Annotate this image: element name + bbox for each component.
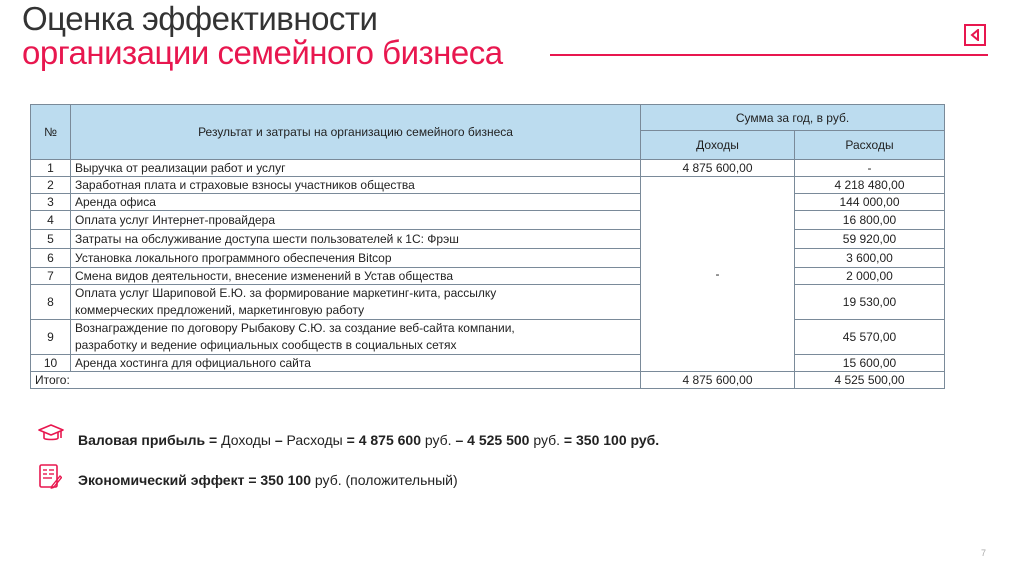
row-description: Установка локального программного обеспечения Bitcop	[71, 249, 641, 268]
back-button[interactable]	[964, 24, 986, 46]
header-description: Результат и затраты на организацию семейного бизнеса	[71, 105, 641, 160]
row-description	[71, 320, 641, 355]
row-expense: 59 920,00	[795, 230, 945, 249]
formula-expense-word: Расходы	[282, 432, 347, 448]
table-row	[31, 160, 945, 177]
total-row	[31, 372, 945, 389]
formula-equals: =	[346, 432, 355, 448]
header-expense: Расходы	[795, 131, 945, 160]
row-number: 6	[31, 249, 71, 268]
row-description: Аренда хостинга для официального сайта	[71, 355, 641, 372]
row-description	[71, 285, 641, 320]
formula-result: 350 100 руб.	[572, 432, 660, 448]
page-number: 7	[980, 548, 986, 558]
row-description: Аренда офиса	[71, 194, 641, 211]
row-number: 5	[31, 230, 71, 249]
gross-profit-formula	[78, 432, 659, 448]
total-income: 4 875 600,00	[641, 372, 795, 389]
formula-rub: руб.	[420, 432, 456, 448]
row-expense: 3 600,00	[795, 249, 945, 268]
arrow-left-icon	[969, 29, 981, 41]
row-number: 8	[31, 285, 71, 320]
table-row	[31, 211, 945, 230]
row-description: Оплата услуг Интернет-провайдера	[71, 211, 641, 230]
row-description: Заработная плата и страховые взносы участников общества	[71, 177, 641, 194]
formula-minus: –	[274, 432, 283, 448]
table-row	[31, 285, 945, 320]
row-description: Выручка от реализации работ и услуг	[71, 160, 641, 177]
row-expense: 2 000,00	[795, 268, 945, 285]
row-expense: 15 600,00	[795, 355, 945, 372]
row-expense: 4 218 480,00	[795, 177, 945, 194]
row-expense: 144 000,00	[795, 194, 945, 211]
economic-effect-line	[78, 472, 458, 488]
row-number: 10	[31, 355, 71, 372]
row-number: 2	[31, 177, 71, 194]
formula-expense-value: 4 525 500	[463, 432, 530, 448]
row-number: 9	[31, 320, 71, 355]
title-line-2: организации семейного бизнеса	[22, 34, 503, 71]
row-description-line: Вознаграждение по договору Рыбакову С.Ю. за создание веб-сайта компании,	[75, 321, 515, 335]
row-number: 1	[31, 160, 71, 177]
row-number: 7	[31, 268, 71, 285]
formula-income-value: 4 875 600	[354, 432, 421, 448]
row-expense: 45 570,00	[795, 320, 945, 355]
header-number: №	[31, 105, 71, 160]
gross-profit-label: Валовая прибыль =	[78, 432, 218, 448]
title-underline	[550, 54, 988, 56]
row-description: Смена видов деятельности, внесение изменений в Устав общества	[71, 268, 641, 285]
formula-rub: руб.	[529, 432, 564, 448]
formula-equals: =	[563, 432, 573, 448]
formula-income-word: Доходы	[217, 432, 275, 448]
economic-effect-label: Экономический эффект = 350 100	[78, 472, 312, 488]
table-row	[31, 249, 945, 268]
row-description-line: Оплата услуг Шариповой Е.Ю. за формирование маркетинг-кита, рассылку	[75, 286, 497, 300]
header-sum: Сумма за год, в руб.	[641, 105, 945, 131]
table-row	[31, 268, 945, 285]
row-number: 3	[31, 194, 71, 211]
expense-table	[30, 104, 945, 389]
row-expense: -	[795, 160, 945, 177]
document-checklist-icon	[38, 462, 62, 490]
row-number: 4	[31, 211, 71, 230]
row-expense: 16 800,00	[795, 211, 945, 230]
graduation-cap-icon	[38, 422, 64, 444]
formula-minus: –	[455, 432, 464, 448]
merged-income-cell: -	[641, 177, 795, 372]
row-expense: 19 530,00	[795, 285, 945, 320]
table-row	[31, 320, 945, 355]
table-row	[31, 230, 945, 249]
total-expense: 4 525 500,00	[795, 372, 945, 389]
header-income: Доходы	[641, 131, 795, 160]
row-description-line: разработку и ведение официальных сообществ в социальных сетях	[75, 338, 457, 352]
table-row	[31, 194, 945, 211]
row-description-line: коммерческих предложений, маркетинговую работу	[75, 303, 365, 317]
total-label: Итого:	[31, 372, 641, 389]
row-income: 4 875 600,00	[641, 160, 795, 177]
row-description: Затраты на обслуживание доступа шести пользователей к 1С: Фрэш	[71, 230, 641, 249]
slide-title	[22, 2, 503, 70]
title-line-1: Оценка эффективности	[22, 0, 378, 37]
table-row	[31, 355, 945, 372]
table-row	[31, 177, 945, 194]
economic-effect-rest: руб. (положительный)	[311, 472, 458, 488]
